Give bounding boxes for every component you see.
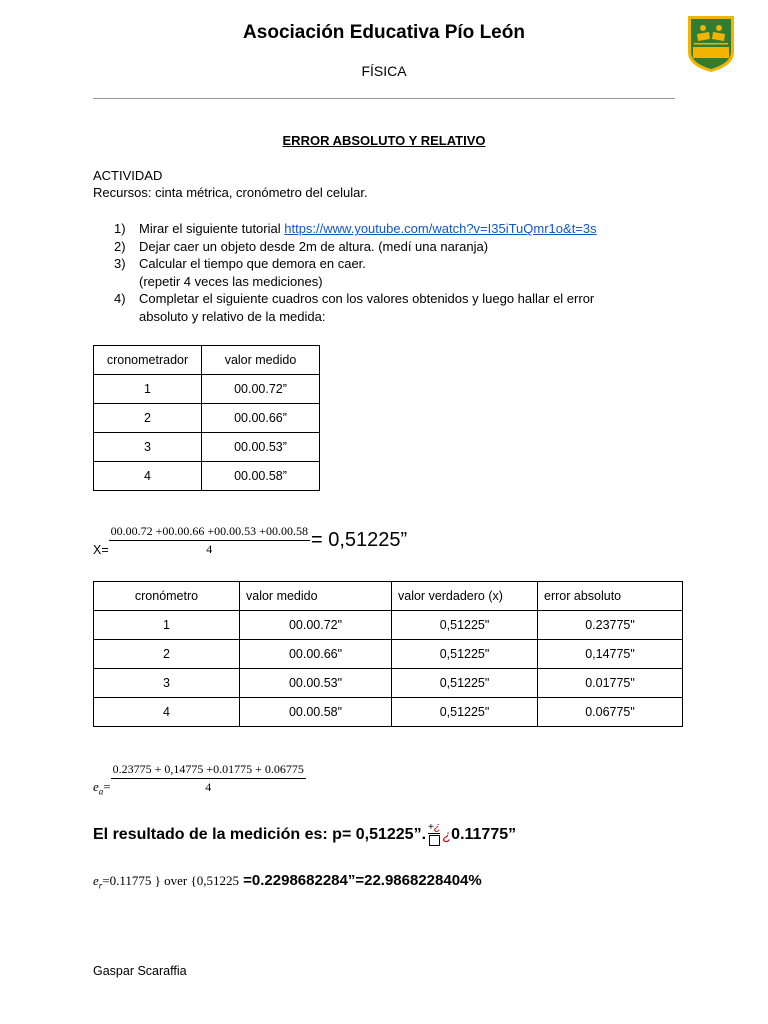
table-cell: 4 bbox=[94, 462, 202, 491]
fraction-numerator: 0.23775 + 0,14775 +0.01775 + 0.06775 bbox=[111, 762, 306, 779]
column-header: cronómetro bbox=[94, 582, 240, 611]
result-line bbox=[93, 823, 516, 846]
tutorial-link[interactable]: https://www.youtube.com/watch?v=I35iTuQmr1o&t=3s bbox=[284, 221, 597, 236]
activity-heading: ACTIVIDAD bbox=[93, 168, 163, 183]
school-name: Asociación Educativa Pío León bbox=[243, 22, 525, 43]
step-text: Dejar caer un objeto desde 2m de altura. (medí una naranja) bbox=[139, 238, 489, 254]
rel-error-result: =0.2298682284”=22.9868228404% bbox=[238, 872, 482, 889]
absolute-error-formula bbox=[93, 761, 306, 797]
table-cell: 0,51225" bbox=[392, 640, 538, 669]
table-cell: 00.00.53” bbox=[202, 433, 320, 462]
step-number: 2) bbox=[114, 238, 126, 254]
school-shield-logo bbox=[682, 12, 740, 74]
table-row bbox=[94, 462, 320, 491]
table-row bbox=[94, 611, 683, 640]
list-item bbox=[114, 255, 674, 290]
table-cell: 0.23775" bbox=[538, 611, 683, 640]
table-cell: 0.06775" bbox=[538, 698, 683, 727]
table-row bbox=[94, 640, 683, 669]
table-cell: 0,14775" bbox=[538, 640, 683, 669]
result-suffix: 0.11775” bbox=[451, 825, 517, 843]
fraction-denominator: 4 bbox=[205, 780, 212, 795]
footer-author: Gaspar Scaraffia bbox=[93, 964, 187, 978]
header-divider bbox=[93, 98, 675, 99]
table-cell: 1 bbox=[94, 375, 202, 404]
resources-text: Recursos: cinta métrica, cronómetro del celular. bbox=[93, 185, 368, 200]
abs-error-label: $e_a=$ bbox=[93, 779, 111, 797]
column-header: valor verdadero (x) bbox=[392, 582, 538, 611]
table-cell: 1 bbox=[94, 611, 240, 640]
list-item bbox=[114, 290, 674, 325]
fraction-numerator: 00.00.72 +00.00.66 +00.00.53 +00.00.58 bbox=[109, 524, 310, 541]
table-cell: 4 bbox=[94, 698, 240, 727]
table-header-row bbox=[94, 582, 683, 611]
table-cell: 00.00.58" bbox=[240, 698, 392, 727]
document-title: ERROR ABSOLUTO Y RELATIVO bbox=[282, 133, 486, 148]
mean-result: = 0,51225” bbox=[310, 529, 408, 551]
table-cell: 2 bbox=[94, 640, 240, 669]
mean-formula bbox=[93, 524, 407, 557]
table-cell: 3 bbox=[94, 669, 240, 698]
table-cell: 00.00.72” bbox=[202, 375, 320, 404]
table-cell: 0.01775" bbox=[538, 669, 683, 698]
table-cell: 00.00.66” bbox=[202, 404, 320, 433]
rel-error-label: $e_r$ bbox=[93, 873, 103, 891]
list-item bbox=[114, 220, 674, 238]
step-number: 3) bbox=[114, 256, 126, 271]
table-row bbox=[94, 433, 320, 462]
rel-error-formula: =0.11775 } over {0,51225 bbox=[102, 873, 239, 888]
subject-name: FÍSICA bbox=[361, 63, 407, 79]
step-text: Completar el siguiente cuadros con los valores obtenidos y luego hallar el error absoluto y relativo de la medida: bbox=[139, 291, 595, 324]
step-number: 4) bbox=[114, 291, 126, 306]
column-header: cronometrador bbox=[94, 346, 202, 375]
column-header: valor medido bbox=[202, 346, 320, 375]
table-cell: 0,51225" bbox=[392, 669, 538, 698]
table-row bbox=[94, 698, 683, 727]
measurements-table bbox=[93, 345, 320, 491]
table-cell: 00.00.53" bbox=[240, 669, 392, 698]
table-cell: 0,51225" bbox=[392, 698, 538, 727]
list-item bbox=[114, 238, 674, 256]
column-header: valor medido bbox=[240, 582, 392, 611]
table-header-row bbox=[94, 346, 320, 375]
table-row bbox=[94, 669, 683, 698]
table-cell: 00.00.72" bbox=[240, 611, 392, 640]
mean-label: X= bbox=[93, 542, 109, 557]
step-text: Calcular el tiempo que demora en caer. (repetir 4 veces las mediciones) bbox=[139, 256, 366, 289]
mean-fraction bbox=[109, 524, 310, 557]
table-cell: 3 bbox=[94, 433, 202, 462]
abs-error-fraction bbox=[111, 762, 306, 795]
errors-table bbox=[93, 581, 683, 727]
relative-error-line bbox=[93, 872, 482, 891]
column-header: error absoluto bbox=[538, 582, 683, 611]
table-row bbox=[94, 404, 320, 433]
table-row bbox=[94, 375, 320, 404]
step-text: Mirar el siguiente tutorial https://www.youtube.com/watch?v=I35iTuQmr1o&t=3s bbox=[139, 221, 597, 236]
broken-glyph: ¿ bbox=[442, 826, 452, 843]
table-cell: 2 bbox=[94, 404, 202, 433]
table-cell: 0,51225" bbox=[392, 611, 538, 640]
broken-plus-minus-icon: +¿ bbox=[428, 823, 441, 846]
step-number: 1) bbox=[114, 221, 126, 236]
steps-list bbox=[114, 220, 674, 325]
fraction-denominator: 4 bbox=[206, 542, 213, 556]
table-cell: 00.00.58” bbox=[202, 462, 320, 491]
result-prefix: El resultado de la medición es: p= 0,51225”. bbox=[93, 825, 427, 843]
table-cell: 00.00.66" bbox=[240, 640, 392, 669]
